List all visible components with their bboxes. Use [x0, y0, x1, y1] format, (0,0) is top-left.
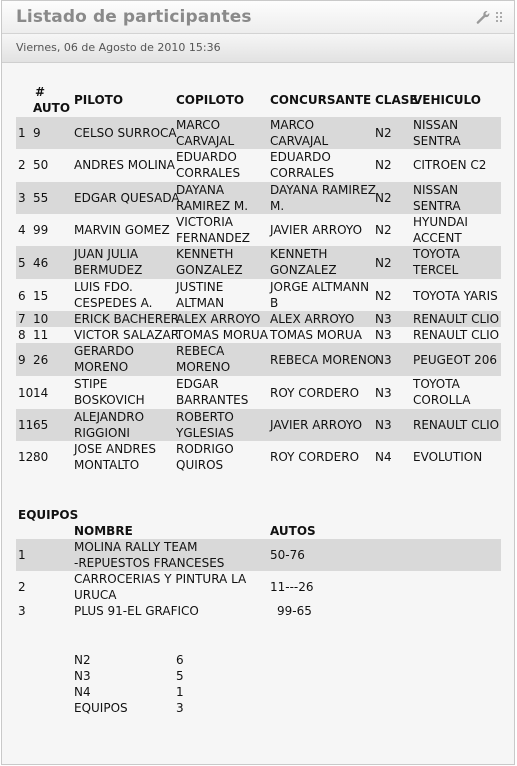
- cell-clase: N2: [375, 126, 392, 140]
- equipos-header-nombre: NOMBRE: [74, 524, 133, 538]
- cell-piloto: ERICK BACHERER: [74, 312, 179, 326]
- header-num: #: [35, 85, 46, 99]
- cell-copiloto: VICTORIA: [176, 215, 233, 229]
- header-clase: CLASE: [375, 93, 418, 107]
- cell-piloto: JOSE ANDRES: [74, 442, 156, 456]
- cell-copiloto: BARRANTES: [176, 393, 249, 407]
- cell-vehiculo: SENTRA: [413, 134, 461, 148]
- header-piloto: PILOTO: [74, 93, 124, 107]
- cell-copiloto: KENNETH: [176, 247, 234, 261]
- cell-concursante: JAVIER ARROYO: [270, 418, 363, 432]
- row-auto: 99: [33, 223, 49, 237]
- equipo-nombre: MOLINA RALLY TEAM: [74, 540, 198, 554]
- cell-vehiculo: COROLLA: [413, 393, 471, 407]
- cell-clase: N3: [375, 312, 392, 326]
- row-auto: 80: [33, 450, 49, 464]
- cell-clase: N2: [375, 288, 392, 303]
- cell-vehiculo: SENTRA: [413, 199, 461, 213]
- row-index: 12: [18, 450, 34, 464]
- cell-concursante: TOMAS MORUA: [270, 328, 362, 342]
- cell-concursante: ROY CORDERO: [270, 385, 360, 400]
- cell-copiloto: DAYANA: [176, 183, 225, 197]
- cell-copiloto: ROBERTO: [176, 410, 234, 424]
- cell-copiloto: QUIROS: [176, 458, 224, 472]
- cell-clase: N2: [375, 191, 392, 205]
- row-index: 3: [18, 191, 26, 205]
- date-bar: [2, 34, 514, 63]
- header-vehiculo: VEHICULO: [413, 93, 481, 107]
- cell-vehiculo: TOYOTA: [413, 377, 460, 391]
- cell-piloto: VICTOR SALAZAR: [74, 328, 180, 342]
- participants-panel: [1, 0, 515, 765]
- cell-concursante: GONZALEZ: [270, 263, 337, 277]
- cell-piloto: MORENO: [74, 360, 129, 374]
- cell-concursante: B: [270, 296, 279, 310]
- row-index: 10: [18, 385, 34, 400]
- cell-copiloto: GONZALEZ: [176, 263, 243, 277]
- summary-label: EQUIPOS: [74, 701, 128, 715]
- equipo-nombre: PLUS 91-EL GRAFICO: [74, 604, 199, 618]
- equipo-autos: 99-65: [277, 604, 312, 618]
- row-index: 2: [18, 158, 26, 172]
- equipo-index: 1: [18, 548, 26, 562]
- cell-vehiculo: RENAULT CLIO: [413, 418, 500, 432]
- row-index: 4: [18, 223, 26, 237]
- cell-clase: N3: [375, 328, 392, 342]
- cell-vehiculo: CITROEN C2: [413, 158, 487, 172]
- cell-vehiculo: TOYOTA YARIS: [413, 288, 498, 303]
- cell-piloto: RIGGIONI: [74, 426, 130, 440]
- cell-concursante: JAVIER ARROYO: [270, 223, 363, 237]
- cell-copiloto: ALTMAN: [176, 296, 225, 310]
- row-auto: 26: [33, 352, 49, 367]
- cell-vehiculo: HYUNDAI: [413, 215, 468, 229]
- cell-piloto: MONTALTO: [74, 458, 140, 472]
- cell-vehiculo: NISSAN: [413, 183, 459, 197]
- cell-copiloto: EDGAR: [176, 377, 219, 391]
- equipos-header-autos: AUTOS: [270, 524, 316, 538]
- header-concursante: CONCURSANTE: [270, 93, 372, 107]
- cell-copiloto: CORRALES: [176, 166, 241, 180]
- cell-copiloto: RODRIGO: [176, 442, 234, 456]
- cell-vehiculo: RENAULT CLIO: [413, 328, 500, 342]
- row-index: 6: [18, 288, 26, 303]
- row-index: 1: [18, 126, 26, 140]
- cell-piloto: CESPEDES A.: [74, 296, 153, 310]
- summary-label: N2: [74, 653, 91, 667]
- row-auto: 9: [33, 126, 41, 140]
- cell-piloto: ANDRES MOLINA: [74, 158, 175, 172]
- cell-clase: N4: [375, 450, 392, 464]
- cell-vehiculo: RENAULT CLIO: [413, 312, 500, 326]
- cell-vehiculo: ACCENT: [413, 231, 462, 245]
- equipo-autos: 11---26: [270, 580, 314, 594]
- cell-piloto: GERARDO: [74, 344, 134, 358]
- equipo-nombre: CARROCERIAS Y PINTURA LA: [74, 572, 247, 586]
- row-index: 11: [18, 418, 34, 432]
- cell-copiloto: ALEX ARROYO: [176, 312, 261, 326]
- row-auto: 11: [33, 328, 49, 342]
- summary-count: 3: [176, 701, 184, 715]
- row-index: 8: [18, 328, 26, 342]
- cell-clase: N3: [375, 385, 392, 400]
- cell-concursante: JORGE ALTMANN: [270, 280, 370, 294]
- cell-copiloto: FERNANDEZ: [176, 231, 251, 245]
- cell-piloto: BERMUDEZ: [74, 263, 143, 277]
- equipos-title: EQUIPOS: [18, 508, 79, 522]
- cell-concursante: REBECA MORENO: [270, 352, 377, 367]
- cell-concursante: M.: [270, 199, 285, 213]
- drag-handle-icon[interactable]: [496, 12, 504, 22]
- cell-piloto: LUIS FDO.: [74, 280, 133, 294]
- summary-count: 1: [176, 685, 184, 699]
- row-auto: 46: [33, 255, 49, 270]
- equipo-autos: 50-76: [270, 548, 305, 562]
- cell-concursante: KENNETH: [270, 247, 328, 261]
- row-index: 9: [18, 352, 26, 367]
- content-area: [2, 63, 514, 764]
- cell-concursante: CORRALES: [270, 166, 335, 180]
- cell-clase: N2: [375, 255, 392, 270]
- cell-piloto: MARVIN GOMEZ: [74, 223, 170, 237]
- cell-vehiculo: NISSAN: [413, 118, 459, 132]
- cell-copiloto: RAMIREZ M.: [176, 199, 249, 213]
- row-auto: 50: [33, 158, 49, 172]
- cell-piloto: CELSO SURROCA: [74, 126, 177, 140]
- row-auto: 55: [33, 191, 49, 205]
- row-auto: 15: [33, 288, 49, 303]
- row-index: 5: [18, 255, 26, 270]
- header-auto: AUTO: [33, 101, 71, 115]
- equipo-nombre: URUCA: [74, 588, 117, 602]
- cell-vehiculo: EVOLUTION: [413, 450, 483, 464]
- cell-concursante: EDUARDO: [270, 150, 331, 164]
- row-auto: 14: [33, 385, 49, 400]
- cell-piloto: EDGAR QUESADA: [74, 191, 180, 205]
- cell-copiloto: MARCO: [176, 118, 221, 132]
- summary-label: N3: [74, 669, 91, 683]
- summary-count: 5: [176, 669, 184, 683]
- cell-copiloto: CARVAJAL: [176, 134, 235, 148]
- header-copiloto: COPILOTO: [176, 93, 245, 107]
- cell-concursante: ALEX ARROYO: [270, 312, 355, 326]
- cell-copiloto: EDUARDO: [176, 150, 237, 164]
- cell-vehiculo: TOYOTA: [413, 247, 460, 261]
- cell-vehiculo: PEUGEOT 206: [413, 352, 497, 367]
- cell-copiloto: TOMAS MORUA: [176, 328, 268, 342]
- cell-clase: N2: [375, 158, 392, 172]
- summary-label: N4: [74, 685, 91, 699]
- row-index: 7: [18, 312, 26, 326]
- cell-piloto: ALEJANDRO: [74, 410, 145, 424]
- cell-copiloto: JUSTINE: [176, 280, 224, 294]
- cell-concursante: ROY CORDERO: [270, 450, 360, 464]
- cell-concursante: CARVAJAL: [270, 134, 329, 148]
- title-bar: [2, 1, 514, 34]
- cell-piloto: BOSKOVICH: [74, 393, 145, 407]
- date-label: Viernes, 06 de Agosto de 2010 15:36: [16, 41, 221, 54]
- cell-concursante: DAYANA RAMIREZ: [270, 183, 377, 197]
- cell-concursante: MARCO: [270, 118, 315, 132]
- equipo-index: 3: [18, 604, 26, 618]
- summary-count: 6: [176, 653, 184, 667]
- page-title: Listado de participantes: [16, 7, 252, 27]
- row-auto: 65: [33, 418, 49, 432]
- equipo-nombre: -REPUESTOS FRANCESES: [74, 556, 225, 570]
- wrench-icon[interactable]: [474, 9, 490, 25]
- cell-clase: N3: [375, 418, 392, 432]
- cell-vehiculo: TERCEL: [413, 263, 459, 277]
- row-auto: 10: [33, 312, 49, 326]
- cell-piloto: STIPE: [74, 377, 108, 391]
- cell-copiloto: MORENO: [176, 360, 231, 374]
- cell-piloto: JUAN JULIA: [74, 247, 139, 261]
- cell-copiloto: REBECA: [176, 344, 225, 358]
- cell-clase: N3: [375, 352, 392, 367]
- cell-clase: N2: [375, 223, 392, 237]
- equipo-index: 2: [18, 580, 26, 594]
- cell-copiloto: YGLESIAS: [176, 426, 234, 440]
